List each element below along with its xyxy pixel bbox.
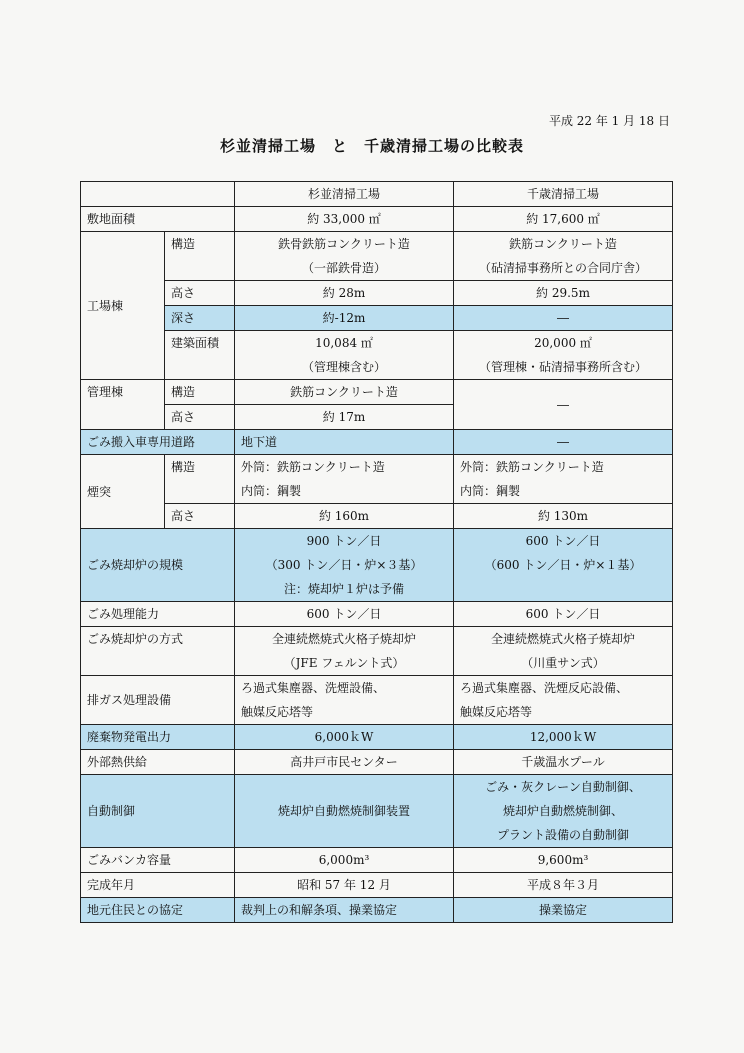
header-suginami: 杉並清掃工場 bbox=[235, 182, 454, 207]
suginami-value: 焼却炉自動燃焼制御装置 bbox=[235, 775, 454, 848]
sub-label: 深さ bbox=[165, 306, 235, 331]
suginami-value: 約 28m bbox=[235, 281, 454, 306]
chitose-value: 千歳温水プール bbox=[454, 750, 673, 775]
row-label: 排ガス処理設備 bbox=[81, 676, 235, 725]
table-row-exhaust bbox=[81, 676, 673, 725]
comparison-table bbox=[80, 181, 673, 923]
group-label-chimney: 煙突 bbox=[81, 455, 165, 529]
chitose-value: 約 130m bbox=[454, 504, 673, 529]
row-label: 完成年月 bbox=[81, 873, 235, 898]
row-label: 敷地面積 bbox=[81, 207, 235, 232]
chitose-value: 約 29.5m bbox=[454, 281, 673, 306]
chitose-value: 鉄筋コンクリート造 （砧清掃事務所との合同庁舎） bbox=[454, 232, 673, 281]
sub-label: 高さ bbox=[165, 405, 235, 430]
chitose-value: ― bbox=[454, 430, 673, 455]
suginami-value: ろ過式集塵器、洗煙設備、 触媒反応塔等 bbox=[235, 676, 454, 725]
chitose-value: 平成８年３月 bbox=[454, 873, 673, 898]
suginami-value: 鉄骨鉄筋コンクリート造 （一部鉄骨造） bbox=[235, 232, 454, 281]
suginami-value: 約 17m bbox=[235, 405, 454, 430]
chitose-value: 操業協定 bbox=[454, 898, 673, 923]
suginami-value: 10,084 ㎡ （管理棟含む） bbox=[235, 331, 454, 380]
chitose-value: ― bbox=[454, 306, 673, 331]
chitose-value: 12,000ｋW bbox=[454, 725, 673, 750]
row-label: ごみ焼却炉の規模 bbox=[81, 529, 235, 602]
table-row-road bbox=[81, 430, 673, 455]
suginami-value: 昭和 57 年 12 月 bbox=[235, 873, 454, 898]
table-row-chimney-height bbox=[81, 504, 673, 529]
row-label: 外部熱供給 bbox=[81, 750, 235, 775]
row-label: ごみバンカ容量 bbox=[81, 848, 235, 873]
document-date: 平成 22 年 1 月 18 日 bbox=[548, 114, 670, 128]
chitose-value: 20,000 ㎡ （管理棟・砧清掃事務所含む） bbox=[454, 331, 673, 380]
suginami-value: 高井戸市民センター bbox=[235, 750, 454, 775]
sub-label: 建築面積 bbox=[165, 331, 235, 380]
sub-label: 高さ bbox=[165, 504, 235, 529]
sub-label: 構造 bbox=[165, 455, 235, 504]
page-title: 杉並清掃工場 と 千歳清掃工場の比較表 bbox=[219, 137, 524, 155]
table-row-incinerator-scale bbox=[81, 529, 673, 602]
row-label: ごみ処理能力 bbox=[81, 602, 235, 627]
sub-label: 構造 bbox=[165, 232, 235, 281]
table-row-factory-building-area bbox=[81, 331, 673, 380]
chitose-value: ろ過式集塵器、洗煙反応設備、 触媒反応塔等 bbox=[454, 676, 673, 725]
suginami-value: 6,000m³ bbox=[235, 848, 454, 873]
suginami-value: 全連続燃焼式火格子焼却炉 （JFE フェルント式） bbox=[235, 627, 454, 676]
suginami-value: 約 160m bbox=[235, 504, 454, 529]
table-row-chimney-structure bbox=[81, 455, 673, 504]
table-row-bunker bbox=[81, 848, 673, 873]
chitose-value: ― bbox=[454, 380, 673, 430]
header-chitose: 千歳清掃工場 bbox=[454, 182, 673, 207]
row-label: ごみ搬入車専用道路 bbox=[81, 430, 235, 455]
chitose-value: 600 トン／日 （600 トン／日・炉×１基） bbox=[454, 529, 673, 602]
suginami-value: 約-12m bbox=[235, 306, 454, 331]
table-row-agreement bbox=[81, 898, 673, 923]
chitose-value: 全連続燃焼式火格子焼却炉 （川重サン式） bbox=[454, 627, 673, 676]
row-label: 自動制御 bbox=[81, 775, 235, 848]
row-label: 地元住民との協定 bbox=[81, 898, 235, 923]
table-row-heat bbox=[81, 750, 673, 775]
row-label: 廃棄物発電出力 bbox=[81, 725, 235, 750]
suginami-value: 地下道 bbox=[235, 430, 454, 455]
table-row-completion bbox=[81, 873, 673, 898]
table-header-row bbox=[81, 182, 673, 207]
table-row-factory-depth bbox=[81, 306, 673, 331]
header-blank-cell bbox=[81, 182, 235, 207]
chitose-value: ごみ・灰クレーン自動制御、 焼却炉自動燃焼制御、 プラント設備の自動制御 bbox=[454, 775, 673, 848]
table-row-capacity bbox=[81, 602, 673, 627]
chitose-value: 9,600m³ bbox=[454, 848, 673, 873]
row-label: ごみ焼却炉の方式 bbox=[81, 627, 235, 676]
chitose-value: 外筒：鉄筋コンクリート造 内筒：鋼製 bbox=[454, 455, 673, 504]
suginami-value: 6,000ｋW bbox=[235, 725, 454, 750]
group-label-admin: 管理棟 bbox=[81, 380, 165, 430]
table-row-auto-control bbox=[81, 775, 673, 848]
group-label-factory: 工場棟 bbox=[81, 232, 165, 380]
suginami-value: 900 トン／日 （300 トン／日・炉×３基） 注：焼却炉１炉は予備 bbox=[235, 529, 454, 602]
table-row-power bbox=[81, 725, 673, 750]
chitose-value: 600 トン／日 bbox=[454, 602, 673, 627]
table-row-factory-structure bbox=[81, 232, 673, 281]
suginami-value: 鉄筋コンクリート造 bbox=[235, 380, 454, 405]
suginami-value: 裁判上の和解条項、操業協定 bbox=[235, 898, 454, 923]
table-row-site-area bbox=[81, 207, 673, 232]
sub-label: 構造 bbox=[165, 380, 235, 405]
suginami-value: 外筒：鉄筋コンクリート造 内筒：鋼製 bbox=[235, 455, 454, 504]
table-row-factory-height bbox=[81, 281, 673, 306]
suginami-value: 約 33,000 ㎡ bbox=[235, 207, 454, 232]
suginami-value: 600 トン／日 bbox=[235, 602, 454, 627]
sub-label: 高さ bbox=[165, 281, 235, 306]
chitose-value: 約 17,600 ㎡ bbox=[454, 207, 673, 232]
table-row-method bbox=[81, 627, 673, 676]
table-row-admin-structure bbox=[81, 380, 673, 405]
